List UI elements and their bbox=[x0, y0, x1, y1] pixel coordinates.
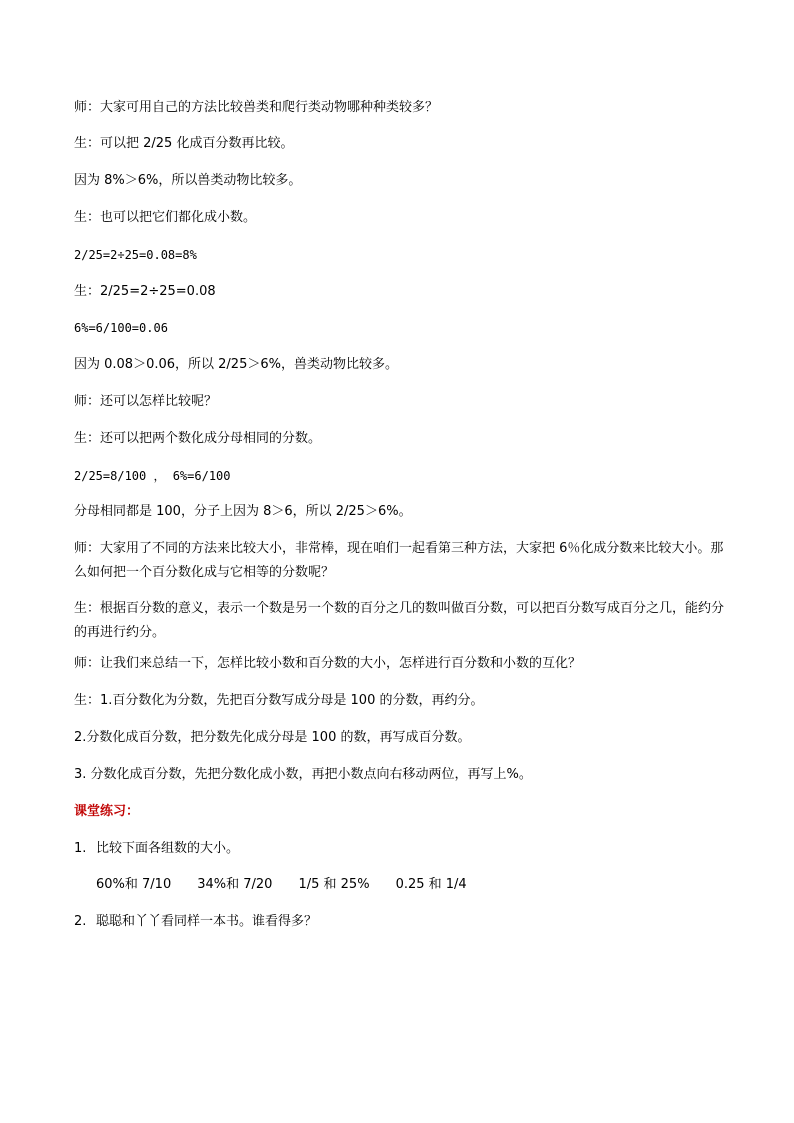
compare-item: 60%和 7/10 bbox=[96, 877, 172, 892]
exercise-section-title: 课堂练习： bbox=[74, 804, 140, 819]
paragraph-student-answer-3: 生：还可以把两个数化成分母相同的分数。 bbox=[74, 431, 322, 446]
paragraph-teacher-third-method: 师：大家用了不同的方法来比较大小，非常棒，现在咱们一起看第三种方法，大家把 6％化成分数来比较大小。那么如何把一个百分数化成与它相等的分数呢？ bbox=[74, 541, 724, 580]
exercise-question-2 bbox=[74, 910, 734, 934]
exercise-question-1 bbox=[74, 837, 734, 861]
exercise-question-1-items bbox=[96, 873, 756, 897]
equation-1: 2/25=2÷25=0.08=8% bbox=[74, 248, 197, 262]
paragraph-student-answer-2: 生：也可以把它们都化成小数。 bbox=[74, 210, 257, 225]
question-number: 2. bbox=[74, 914, 87, 929]
summary-item-3: 3. 分数化成百分数，先把分数化成小数，再把小数点向右移动两位，再写上%。 bbox=[74, 767, 532, 782]
summary-item-2: 2.分数化成百分数，把分数先化成分母是 100 的数，再写成百分数。 bbox=[74, 730, 471, 745]
paragraph-student-answer-1: 生：可以把 2/25 化成百分数再比较。 bbox=[74, 136, 294, 151]
paragraph-denominator: 分母相同都是 100，分子上因为 8＞6，所以 2/25＞6%。 bbox=[74, 504, 412, 519]
question-text: 比较下面各组数的大小。 bbox=[96, 841, 240, 856]
question-number: 1. bbox=[74, 841, 87, 856]
compare-item: 34%和 7/20 bbox=[197, 877, 273, 892]
paragraph-teacher-question-1: 师：大家可用自己的方法比较兽类和爬行类动物哪种种类较多？ bbox=[74, 100, 439, 115]
compare-item: 0.25 和 1/4 bbox=[395, 877, 467, 892]
paragraph-because-2: 因为 0.08＞0.06，所以 2/25＞6%，兽类动物比较多。 bbox=[74, 357, 398, 372]
compare-item: 1/5 和 25% bbox=[298, 877, 370, 892]
equation-2: 生：2/25=2÷25=0.08 bbox=[74, 284, 216, 299]
equation-3: 6%=6/100=0.06 bbox=[74, 321, 168, 335]
paragraph-teacher-question-2: 师：还可以怎样比较呢？ bbox=[74, 394, 218, 409]
question-text: 聪聪和丫丫看同样一本书。谁看得多？ bbox=[96, 914, 318, 929]
equation-4: 2/25=8/100 ， 6%=6/100 bbox=[74, 469, 231, 483]
summary-item-1: 生：1.百分数化为分数，先把百分数写成分母是 100 的分数，再约分。 bbox=[74, 693, 484, 708]
paragraph-student-meaning: 生：根据百分数的意义，表示一个数是另一个数的百分之几的数叫做百分数，可以把百分数写成百分之几，能约分的再进行约分。 bbox=[74, 601, 725, 640]
paragraph-teacher-summary: 师：让我们来总结一下，怎样比较小数和百分数的大小，怎样进行百分数和小数的互化？ bbox=[74, 656, 582, 671]
paragraph-because-1: 因为 8%＞6%，所以兽类动物比较多。 bbox=[74, 173, 302, 188]
